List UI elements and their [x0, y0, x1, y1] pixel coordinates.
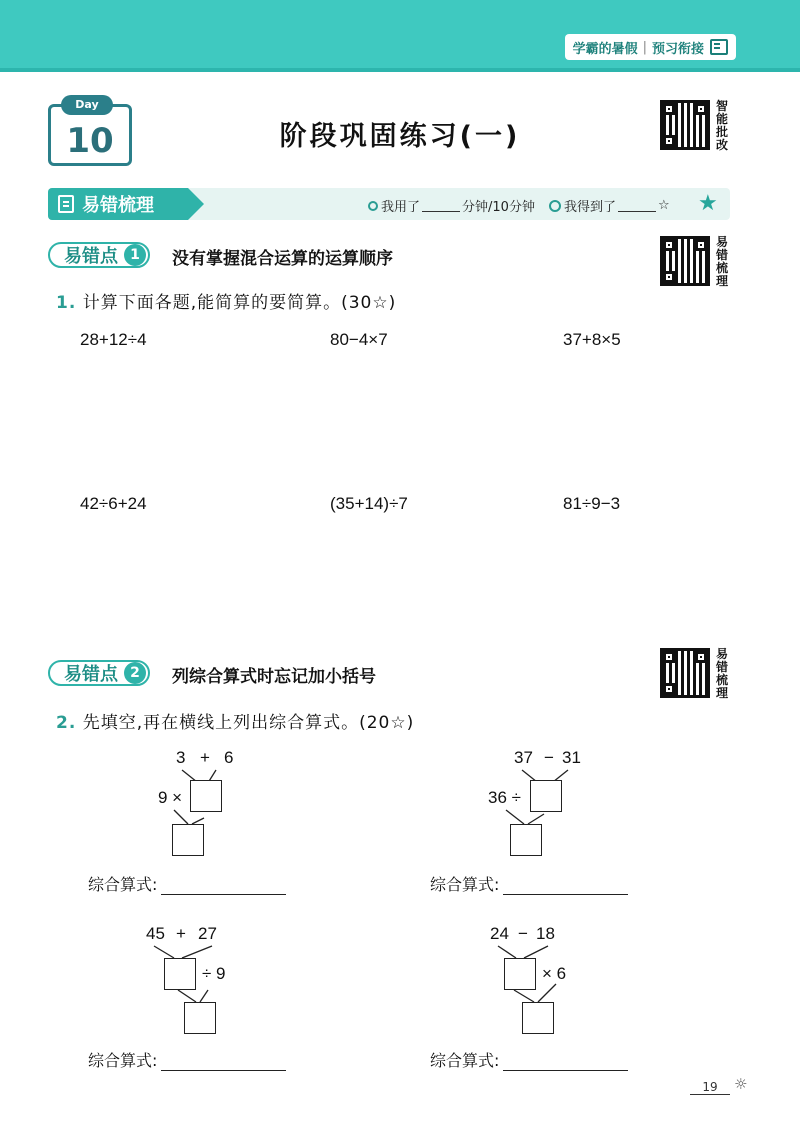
qr-code-icon[interactable] — [660, 100, 710, 150]
calc-tree-2: 37 − 31 36 ÷ — [484, 748, 684, 858]
score-blank[interactable] — [618, 199, 656, 212]
question-1-title: 1. 计算下面各题,能简算的要简算。(30☆) — [56, 293, 397, 313]
section-bar — [48, 188, 730, 220]
expression-4: 42÷6+24 — [80, 494, 147, 513]
expression-1: 28+12÷4 — [80, 330, 147, 349]
formula-blank[interactable] — [161, 1056, 286, 1071]
calc-tree-1: 3 + 6 9 × — [150, 748, 350, 858]
page-number: 19 — [690, 1080, 730, 1095]
day-number: 10 — [66, 121, 114, 161]
answer-box[interactable] — [184, 1002, 216, 1034]
formula-line-3: 综合算式: — [88, 1048, 286, 1071]
qr-code-icon[interactable] — [660, 648, 710, 698]
timer-line: 我用了 分钟/10分钟 我得到了 ☆ — [368, 196, 670, 215]
answer-box[interactable] — [164, 958, 196, 990]
question-2-title: 2. 先填空,再在横线上列出综合算式。(20☆) — [56, 713, 415, 733]
formula-line-4: 综合算式: — [430, 1048, 628, 1071]
formula-blank[interactable] — [503, 880, 628, 895]
error-point-tag-2: 易错点 2 — [48, 660, 150, 686]
check-icon — [549, 200, 561, 212]
expression-2: 80−4×7 — [330, 330, 388, 349]
qr-code-icon[interactable] — [660, 236, 710, 286]
expression-6: 81÷9−3 — [563, 494, 621, 513]
formula-blank[interactable] — [161, 880, 286, 895]
page-title: 阶段巩固练习(一) — [279, 121, 521, 152]
expression-3: 37+8×5 — [563, 330, 621, 349]
series-title: 学霸的暑假 — [572, 41, 638, 57]
day-label: Day — [61, 95, 113, 115]
sun-icon: ☼ — [734, 1075, 748, 1093]
qr-label-point2: 易 错 梳 理 — [716, 647, 729, 700]
series-tag: 学霸的暑假 | 预习衔接 — [565, 34, 736, 60]
star-icon: ★ — [698, 191, 718, 216]
answer-box[interactable] — [504, 958, 536, 990]
time-blank[interactable] — [422, 199, 460, 212]
book-icon — [710, 39, 728, 55]
qr-label-point1: 易 错 梳 理 — [716, 235, 729, 288]
section-title: 易错梳理 — [48, 188, 188, 220]
calc-tree-3: 45 + 27 ÷ 9 — [140, 924, 340, 1034]
qr-label-top: 智 能 批 改 — [716, 99, 729, 152]
series-subtitle: 预习衔接 — [651, 41, 704, 57]
answer-box[interactable] — [522, 1002, 554, 1034]
expression-5: (35+14)÷7 — [330, 494, 408, 513]
formula-line-1: 综合算式: — [88, 872, 286, 895]
error-point-desc-2: 列综合算式时忘记加小括号 — [172, 667, 376, 687]
error-point-tag-1: 易错点 1 — [48, 242, 150, 268]
timer-icon — [368, 201, 378, 211]
error-point-desc-1: 没有掌握混合运算的运算顺序 — [172, 249, 393, 269]
answer-box[interactable] — [510, 824, 542, 856]
answer-box[interactable] — [530, 780, 562, 812]
answer-box[interactable] — [172, 824, 204, 856]
calc-tree-4: 24 − 18 × 6 — [484, 924, 684, 1034]
list-icon — [58, 195, 74, 213]
formula-blank[interactable] — [503, 1056, 628, 1071]
formula-line-2: 综合算式: — [430, 872, 628, 895]
answer-box[interactable] — [190, 780, 222, 812]
